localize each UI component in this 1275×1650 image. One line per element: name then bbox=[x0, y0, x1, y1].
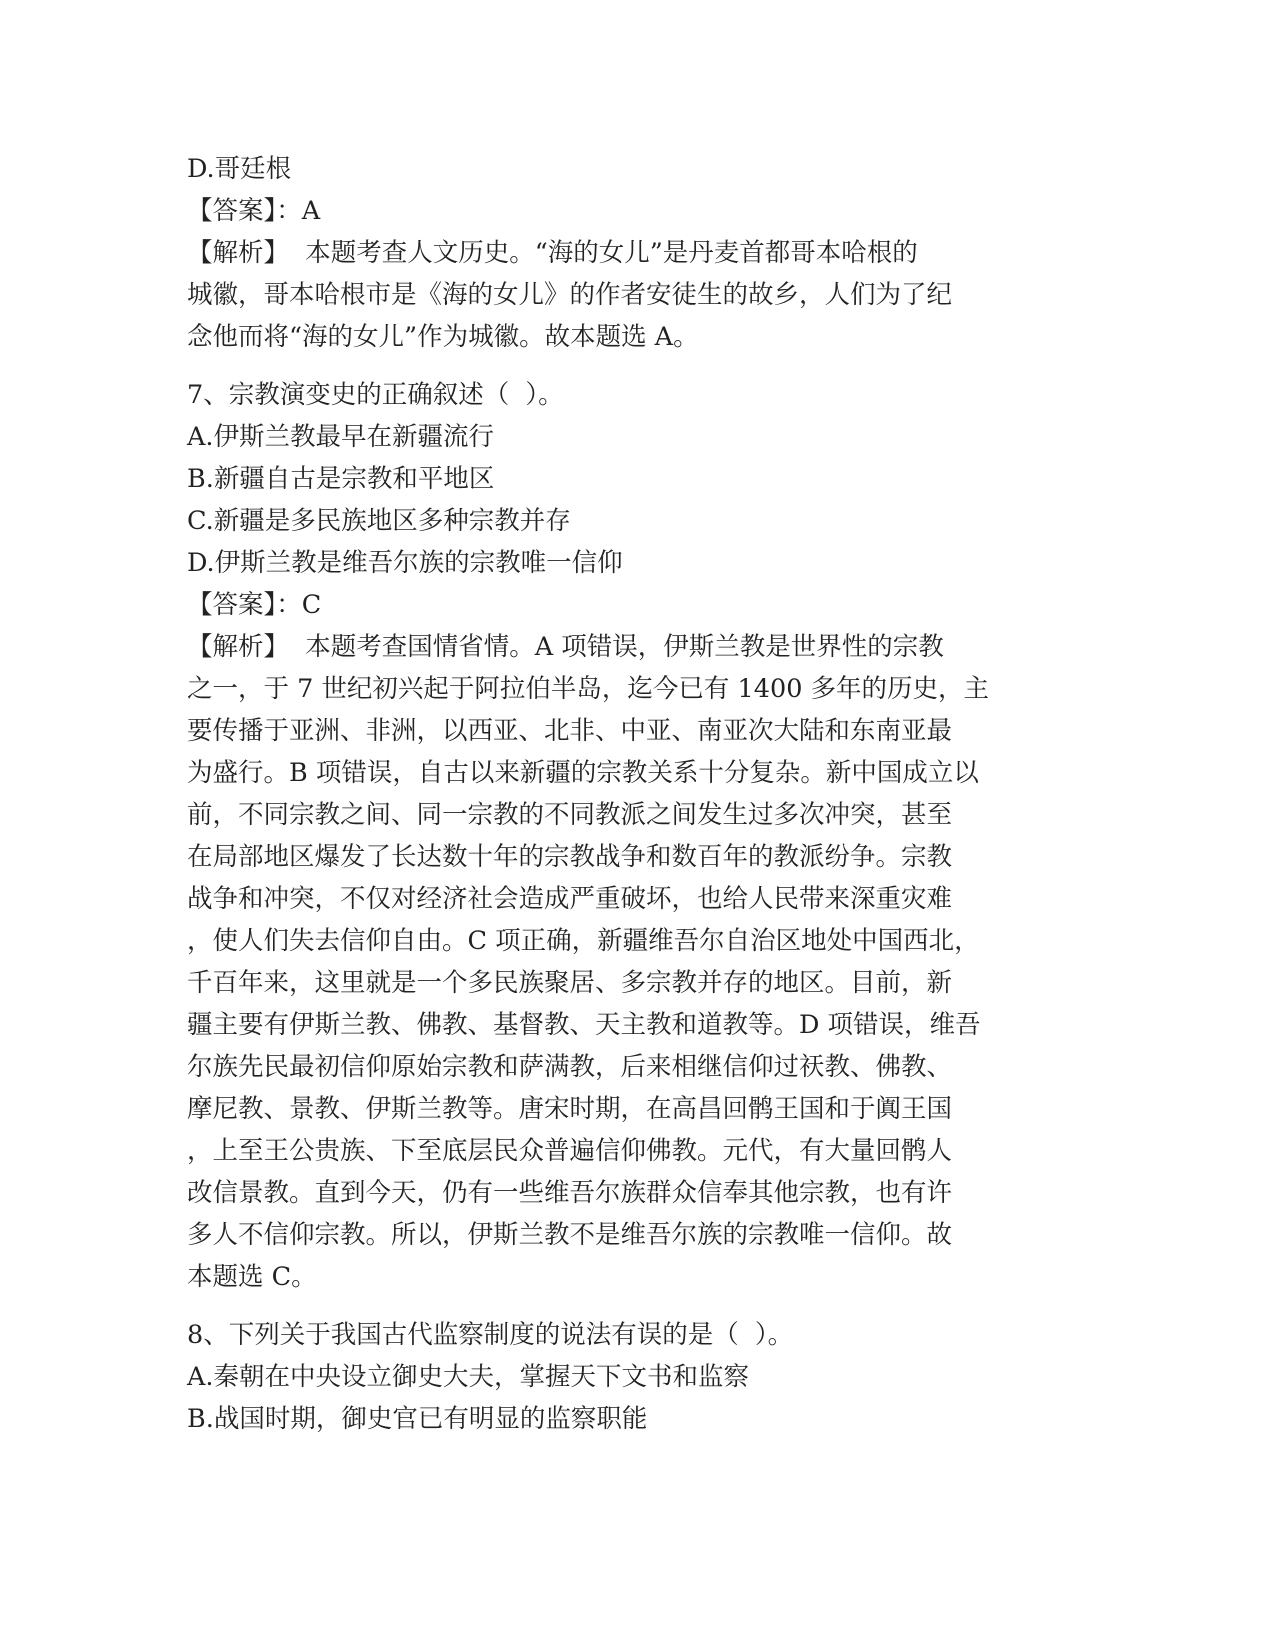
q6-analysis-line: 【解析】 本题考查人文历史。“海的女儿”是丹麦首都哥本哈根的 bbox=[187, 238, 918, 268]
q7-answer: 【答案】：C bbox=[187, 590, 322, 620]
q6-answer: 【答案】：A bbox=[187, 196, 321, 226]
q7-analysis bbox=[187, 626, 1087, 1298]
q7-analysis-line: 摩尼教、景教、伊斯兰教等。唐宋时期，在高昌回鹘王国和于阗王国 bbox=[187, 1094, 953, 1124]
q7-analysis-line: 本题选 C。 bbox=[187, 1262, 317, 1292]
q7-analysis-line: 要传播于亚洲、非洲，以西亚、北非、中亚、南亚次大陆和东南亚最 bbox=[187, 716, 953, 746]
q7-analysis-line: ，上至王公贵族、下至底层民众普遍信仰佛教。元代，有大量回鹘人 bbox=[187, 1136, 953, 1166]
q7-option-a: A.伊斯兰教最早在新疆流行 bbox=[187, 422, 495, 452]
q7-analysis-line: 疆主要有伊斯兰教、佛教、基督教、天主教和道教等。D 项错误，维吾 bbox=[187, 1010, 981, 1040]
q7-analysis-line: ，使人们失去信仰自由。C 项正确，新疆维吾尔自治区地处中国西北， bbox=[187, 926, 980, 956]
q8-option-a: A.秦朝在中央设立御史大夫，掌握天下文书和监察 bbox=[187, 1362, 750, 1392]
q7-analysis-line: 改信景教。直到今天，仍有一些维吾尔族群众信奉其他宗教，也有许 bbox=[187, 1178, 953, 1208]
page-content bbox=[187, 148, 1087, 1440]
q6-analysis bbox=[187, 232, 1087, 358]
q6-option-d: D.哥廷根 bbox=[187, 154, 292, 184]
q7-analysis-line: 之一，于 7 世纪初兴起于阿拉伯半岛，迄今已有 1400 多年的历史，主 bbox=[187, 674, 990, 704]
q7-analysis-line: 千百年来，这里就是一个多民族聚居、多宗教并存的地区。目前，新 bbox=[187, 968, 953, 998]
q8-option-b: B.战国时期，御史官已有明显的监察职能 bbox=[187, 1404, 648, 1434]
q6-analysis-line: 城徽，哥本哈根市是《海的女儿》的作者安徒生的故乡，人们为了纪 bbox=[187, 280, 953, 310]
q7-analysis-line: 前，不同宗教之间、同一宗教的不同教派之间发生过多次冲突，甚至 bbox=[187, 800, 953, 830]
q6-analysis-line: 念他而将“海的女儿”作为城徽。故本题选 A。 bbox=[187, 322, 699, 352]
q7-options bbox=[187, 416, 1087, 584]
q7-option-b: B.新疆自古是宗教和平地区 bbox=[187, 464, 495, 494]
q8-options bbox=[187, 1356, 1087, 1440]
q7-option-c: C.新疆是多民族地区多种宗教并存 bbox=[187, 506, 571, 536]
q7-analysis-line: 在局部地区爆发了长达数十年的宗教战争和数百年的教派纷争。宗教 bbox=[187, 842, 953, 872]
q7-analysis-line: 尔族先民最初信仰原始宗教和萨满教，后来相继信仰过祆教、佛教、 bbox=[187, 1052, 953, 1082]
q8-question: 8、下列关于我国古代监察制度的说法有误的是（ ）。 bbox=[187, 1320, 794, 1350]
q7-analysis-line: 【解析】 本题考查国情省情。A 项错误，伊斯兰教是世界性的宗教 bbox=[187, 632, 944, 662]
q7-analysis-line: 战争和冲突，不仅对经济社会造成严重破坏，也给人民带来深重灾难 bbox=[187, 884, 953, 914]
q7-analysis-line: 多人不信仰宗教。所以，伊斯兰教不是维吾尔族的宗教唯一信仰。故 bbox=[187, 1220, 953, 1250]
q7-option-d: D.伊斯兰教是维吾尔族的宗教唯一信仰 bbox=[187, 548, 623, 578]
q7-question: 7、宗教演变史的正确叙述（ ）。 bbox=[187, 380, 564, 410]
q7-analysis-line: 为盛行。B 项错误，自古以来新疆的宗教关系十分复杂。新中国成立以 bbox=[187, 758, 979, 788]
